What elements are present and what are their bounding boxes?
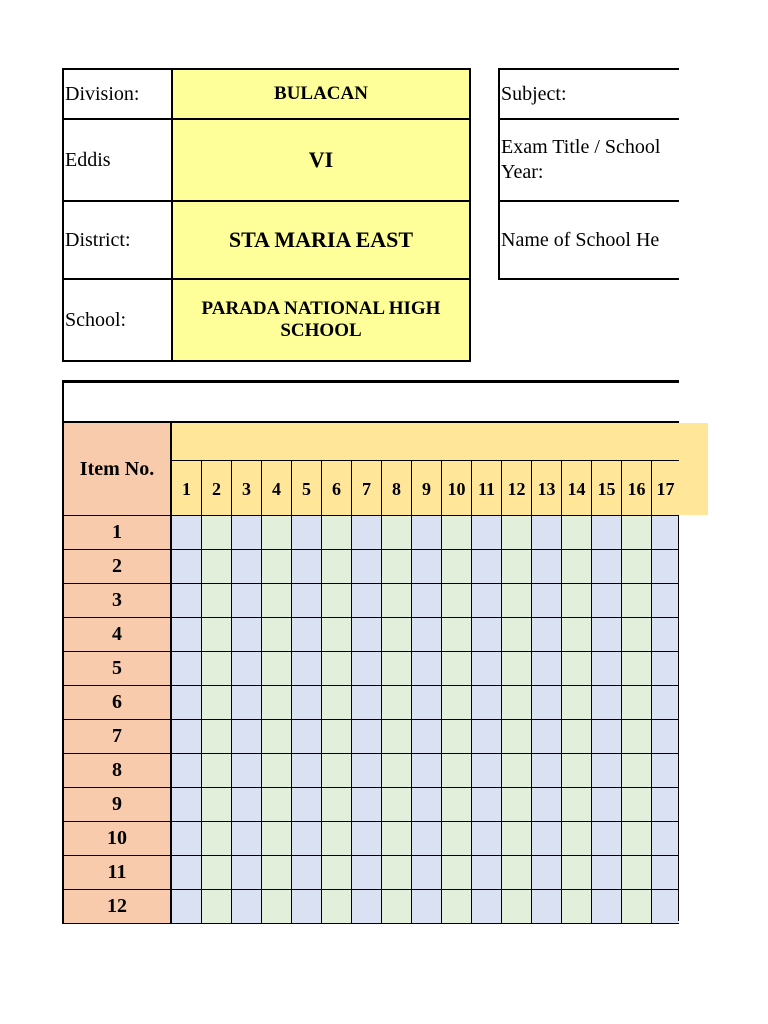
column-number: 17 (656, 478, 675, 499)
item-number: 4 (62, 618, 172, 651)
item-number: 6 (62, 686, 172, 719)
answer-cell[interactable] (442, 584, 472, 617)
answer-cell[interactable] (172, 686, 202, 719)
item-number: 12 (62, 890, 172, 923)
column-number: 3 (232, 461, 262, 515)
column-number: 11 (472, 461, 502, 515)
answer-cell[interactable] (472, 822, 502, 855)
table-row (62, 617, 679, 651)
exam-title-label: Exam Title / School Year: (501, 136, 661, 183)
answer-cell[interactable] (382, 618, 412, 651)
answer-cell[interactable] (232, 754, 262, 787)
answer-cell[interactable] (532, 754, 562, 787)
answer-cell[interactable] (352, 720, 382, 753)
answer-cell[interactable] (232, 584, 262, 617)
answer-cell[interactable] (472, 686, 502, 719)
table-row (62, 787, 679, 821)
answer-cell[interactable] (622, 890, 652, 923)
answer-cell[interactable] (622, 856, 652, 889)
answer-cell[interactable] (652, 516, 679, 549)
answer-cell[interactable] (322, 720, 352, 753)
grid-title-band (62, 380, 679, 423)
school-head-label: Name of School He (501, 228, 660, 251)
item-number: 7 (62, 720, 172, 753)
answer-cell[interactable] (532, 788, 562, 821)
answer-cell[interactable] (322, 516, 352, 549)
answer-cell[interactable] (622, 720, 652, 753)
answer-cell[interactable] (352, 584, 382, 617)
answer-cell[interactable] (382, 890, 412, 923)
answer-cell[interactable] (292, 720, 322, 753)
item-number: 10 (62, 822, 172, 855)
school-row (64, 280, 469, 360)
answer-cell[interactable] (352, 550, 382, 583)
answer-cell[interactable] (502, 856, 532, 889)
answer-cell[interactable] (442, 822, 472, 855)
answer-cell[interactable] (262, 516, 292, 549)
answer-cell[interactable] (202, 822, 232, 855)
answer-cell[interactable] (622, 788, 652, 821)
answer-cell[interactable] (412, 788, 442, 821)
district-value[interactable]: STA MARIA EAST (173, 202, 469, 278)
answer-cell[interactable] (652, 686, 679, 719)
column-number: 6 (322, 461, 352, 515)
answer-cell[interactable] (532, 652, 562, 685)
answer-cell[interactable] (472, 754, 502, 787)
answer-cell[interactable] (322, 686, 352, 719)
answer-cell[interactable] (172, 856, 202, 889)
answer-cell[interactable] (172, 822, 202, 855)
answer-cell[interactable] (202, 584, 232, 617)
answer-cell[interactable] (322, 822, 352, 855)
answer-cell[interactable] (532, 550, 562, 583)
answer-cell[interactable] (202, 686, 232, 719)
answer-cell[interactable] (562, 584, 592, 617)
answer-cell[interactable] (412, 550, 442, 583)
column-number: 8 (382, 461, 412, 515)
answer-cell[interactable] (172, 584, 202, 617)
answer-cell[interactable] (592, 686, 622, 719)
answer-cell[interactable] (322, 584, 352, 617)
answer-cell[interactable] (532, 618, 562, 651)
answer-cell[interactable] (172, 652, 202, 685)
answer-cell[interactable] (472, 890, 502, 923)
answer-cell[interactable] (412, 618, 442, 651)
answer-cell[interactable] (202, 720, 232, 753)
division-label: Division: (64, 70, 173, 118)
answer-cell[interactable] (502, 584, 532, 617)
answer-cell[interactable] (472, 720, 502, 753)
answer-cell[interactable] (382, 584, 412, 617)
answer-cell[interactable] (592, 890, 622, 923)
answer-cell[interactable] (292, 686, 322, 719)
answer-cell[interactable] (262, 686, 292, 719)
answer-cell[interactable] (532, 720, 562, 753)
answer-cell[interactable] (262, 652, 292, 685)
answer-cell[interactable] (442, 856, 472, 889)
table-row (62, 821, 679, 855)
answer-cell[interactable] (352, 686, 382, 719)
answer-cell[interactable] (382, 550, 412, 583)
answer-cell[interactable] (562, 516, 592, 549)
answer-cell[interactable] (652, 584, 679, 617)
column-number: 2 (202, 461, 232, 515)
table-row (62, 651, 679, 685)
answer-cell[interactable] (442, 516, 472, 549)
school-label: School: (64, 280, 173, 360)
answer-cell[interactable] (412, 652, 442, 685)
answer-cell[interactable] (652, 890, 679, 923)
answer-cell[interactable] (442, 754, 472, 787)
answer-cell[interactable] (322, 788, 352, 821)
column-number: 15 (592, 461, 622, 515)
division-row (64, 70, 469, 120)
answer-cell[interactable] (562, 890, 592, 923)
answer-cell[interactable] (352, 516, 382, 549)
answer-cell[interactable] (382, 652, 412, 685)
answer-cell[interactable] (352, 754, 382, 787)
answer-cell[interactable] (622, 516, 652, 549)
column-number: 12 (502, 461, 532, 515)
answer-cell[interactable] (502, 754, 532, 787)
answer-cell[interactable] (412, 584, 442, 617)
answer-cell[interactable] (442, 686, 472, 719)
answer-cell[interactable] (262, 754, 292, 787)
answer-cell[interactable] (172, 720, 202, 753)
answer-cell[interactable] (472, 516, 502, 549)
answer-cell[interactable] (262, 584, 292, 617)
answer-cell[interactable] (622, 822, 652, 855)
answer-cell[interactable] (652, 652, 679, 685)
answer-cell[interactable] (502, 822, 532, 855)
answer-cell[interactable] (532, 856, 562, 889)
table-row (62, 515, 679, 549)
answer-cell[interactable] (622, 652, 652, 685)
answer-cell[interactable] (442, 550, 472, 583)
school-head-row[interactable] (500, 202, 679, 280)
answer-cell[interactable] (562, 618, 592, 651)
eddis-row (64, 120, 469, 202)
answer-cell[interactable] (412, 856, 442, 889)
subject-label: Subject: (501, 82, 567, 105)
answer-cell[interactable] (232, 890, 262, 923)
header-divider (172, 421, 679, 423)
item-number: 3 (62, 584, 172, 617)
item-number: 1 (62, 516, 172, 549)
table-row (62, 753, 679, 787)
answer-cell[interactable] (652, 822, 679, 855)
answer-cell[interactable] (382, 788, 412, 821)
item-number: 9 (62, 788, 172, 821)
answer-cell[interactable] (592, 856, 622, 889)
answer-cell[interactable] (652, 856, 679, 889)
school-value[interactable]: PARADA NATIONAL HIGH SCHOOL (173, 280, 469, 360)
answer-cell[interactable] (292, 754, 322, 787)
answer-cell[interactable] (622, 550, 652, 583)
grid-right-edge (678, 515, 679, 921)
answer-cell[interactable] (262, 550, 292, 583)
answer-cell[interactable] (562, 686, 592, 719)
answer-cell[interactable] (232, 516, 262, 549)
answer-cell[interactable] (472, 618, 502, 651)
answer-cell[interactable] (442, 890, 472, 923)
answer-cell[interactable] (472, 856, 502, 889)
answer-cell[interactable] (352, 856, 382, 889)
answer-cell[interactable] (232, 652, 262, 685)
eddis-value[interactable]: VI (173, 120, 469, 200)
answer-cell[interactable] (202, 890, 232, 923)
answer-cell[interactable] (382, 516, 412, 549)
answer-cell[interactable] (502, 516, 532, 549)
answer-cell[interactable] (592, 754, 622, 787)
answer-cell[interactable] (292, 584, 322, 617)
answer-cell[interactable] (172, 788, 202, 821)
answer-cell[interactable] (232, 822, 262, 855)
answer-cell[interactable] (322, 550, 352, 583)
answer-cell[interactable] (382, 822, 412, 855)
answer-cell[interactable] (652, 550, 679, 583)
column-number: 5 (292, 461, 322, 515)
answer-cell[interactable] (232, 856, 262, 889)
answer-cell[interactable] (502, 652, 532, 685)
answer-cell[interactable] (232, 720, 262, 753)
answer-cell[interactable] (322, 618, 352, 651)
answer-cell[interactable] (352, 652, 382, 685)
answer-cell[interactable] (472, 652, 502, 685)
answer-cell[interactable] (262, 618, 292, 651)
answer-cell[interactable] (232, 788, 262, 821)
item-number: 11 (62, 856, 172, 889)
answer-cell[interactable] (262, 822, 292, 855)
answer-cell[interactable] (442, 618, 472, 651)
table-row (62, 889, 679, 924)
answer-cell[interactable] (172, 516, 202, 549)
answer-cell[interactable] (592, 720, 622, 753)
answer-cell[interactable] (172, 754, 202, 787)
answer-cell[interactable] (292, 822, 322, 855)
column-number: 16 (622, 461, 652, 515)
answer-cell[interactable] (502, 550, 532, 583)
answer-cell[interactable] (502, 890, 532, 923)
item-no-header: Item No. (62, 421, 172, 515)
answer-cell[interactable] (292, 550, 322, 583)
answer-cell[interactable] (622, 584, 652, 617)
answer-cell[interactable] (652, 788, 679, 821)
exam-info-table (498, 68, 679, 280)
column-number: 1 (172, 461, 202, 515)
answer-cell[interactable] (262, 720, 292, 753)
answer-cell[interactable] (592, 584, 622, 617)
answer-cell[interactable] (622, 686, 652, 719)
answer-cell[interactable] (322, 856, 352, 889)
answer-cell[interactable] (352, 822, 382, 855)
answer-cell[interactable] (412, 720, 442, 753)
eddis-label: Eddis (64, 120, 173, 200)
table-row (62, 685, 679, 719)
answer-cell[interactable] (262, 856, 292, 889)
answer-cell[interactable] (262, 890, 292, 923)
answer-cell[interactable] (472, 788, 502, 821)
answer-cell[interactable] (352, 618, 382, 651)
answer-cell[interactable] (292, 788, 322, 821)
answer-cell[interactable] (412, 754, 442, 787)
school-info-table (62, 68, 471, 362)
answer-cell[interactable] (502, 788, 532, 821)
answer-cell[interactable] (262, 788, 292, 821)
column-number: 10 (442, 461, 472, 515)
answer-cell[interactable] (622, 618, 652, 651)
answer-cell[interactable] (592, 550, 622, 583)
answer-cell[interactable] (202, 550, 232, 583)
answer-cell[interactable] (292, 618, 322, 651)
answer-cell[interactable] (412, 686, 442, 719)
answer-cell[interactable] (562, 788, 592, 821)
answer-cell[interactable] (172, 618, 202, 651)
answer-cell[interactable] (352, 788, 382, 821)
table-row (62, 719, 679, 753)
answer-cell[interactable] (442, 652, 472, 685)
answer-cell[interactable] (562, 856, 592, 889)
table-row (62, 855, 679, 889)
answer-cell[interactable] (652, 720, 679, 753)
table-row (62, 583, 679, 617)
table-row (62, 549, 679, 583)
answer-cell[interactable] (502, 686, 532, 719)
subject-row[interactable] (500, 70, 679, 120)
answer-cell[interactable] (292, 890, 322, 923)
answer-cell[interactable] (502, 720, 532, 753)
exam-title-row[interactable] (500, 120, 679, 202)
answer-cell[interactable] (562, 652, 592, 685)
column-number: 9 (412, 461, 442, 515)
answer-cell[interactable] (592, 618, 622, 651)
item-rows (62, 515, 679, 924)
answer-cell[interactable] (202, 788, 232, 821)
answer-cell[interactable] (652, 618, 679, 651)
column-number: 13 (532, 461, 562, 515)
answer-cell[interactable] (562, 720, 592, 753)
answer-cell[interactable] (532, 686, 562, 719)
item-number: 2 (62, 550, 172, 583)
answer-cell[interactable] (562, 754, 592, 787)
answer-cell[interactable] (412, 822, 442, 855)
answer-cell[interactable] (592, 822, 622, 855)
answer-cell[interactable] (652, 754, 679, 787)
answer-cell[interactable] (442, 720, 472, 753)
division-value[interactable]: BULACAN (173, 70, 469, 118)
answer-cell[interactable] (202, 516, 232, 549)
answer-cell[interactable] (352, 890, 382, 923)
answer-cell[interactable] (532, 822, 562, 855)
answer-cell[interactable] (382, 856, 412, 889)
answer-cell[interactable] (232, 550, 262, 583)
answer-cell[interactable] (502, 618, 532, 651)
column-number: 7 (352, 461, 382, 515)
answer-cell[interactable] (292, 652, 322, 685)
answer-cell[interactable] (532, 584, 562, 617)
column-number: 14 (562, 461, 592, 515)
column-number: 4 (262, 461, 292, 515)
answer-cell[interactable] (202, 618, 232, 651)
answer-cell[interactable] (322, 652, 352, 685)
answer-cell[interactable] (172, 550, 202, 583)
answer-cell[interactable] (232, 618, 262, 651)
answer-cell[interactable] (622, 754, 652, 787)
answer-cell[interactable] (292, 856, 322, 889)
answer-cell[interactable] (592, 652, 622, 685)
answer-cell[interactable] (382, 686, 412, 719)
district-label: District: (64, 202, 173, 278)
answer-cell[interactable] (382, 720, 412, 753)
answer-cell[interactable] (232, 686, 262, 719)
district-row (64, 202, 469, 280)
answer-cell[interactable] (412, 890, 442, 923)
answer-cell[interactable] (292, 516, 322, 549)
item-number: 8 (62, 754, 172, 787)
answer-cell[interactable] (562, 822, 592, 855)
answer-cell[interactable] (322, 754, 352, 787)
answer-cell[interactable] (592, 788, 622, 821)
answer-cell[interactable] (412, 516, 442, 549)
answer-cell[interactable] (202, 652, 232, 685)
column-number-row (172, 460, 679, 515)
answer-cell[interactable] (172, 890, 202, 923)
item-number: 5 (62, 652, 172, 685)
answer-cell[interactable] (532, 516, 562, 549)
answer-cell[interactable] (202, 856, 232, 889)
answer-cell[interactable] (562, 550, 592, 583)
answer-cell[interactable] (472, 550, 502, 583)
answer-cell[interactable] (442, 788, 472, 821)
answer-cell[interactable] (382, 754, 412, 787)
answer-cell[interactable] (592, 516, 622, 549)
answer-cell[interactable] (322, 890, 352, 923)
answer-cell[interactable] (202, 754, 232, 787)
answer-cell[interactable] (472, 584, 502, 617)
answer-cell[interactable] (532, 890, 562, 923)
